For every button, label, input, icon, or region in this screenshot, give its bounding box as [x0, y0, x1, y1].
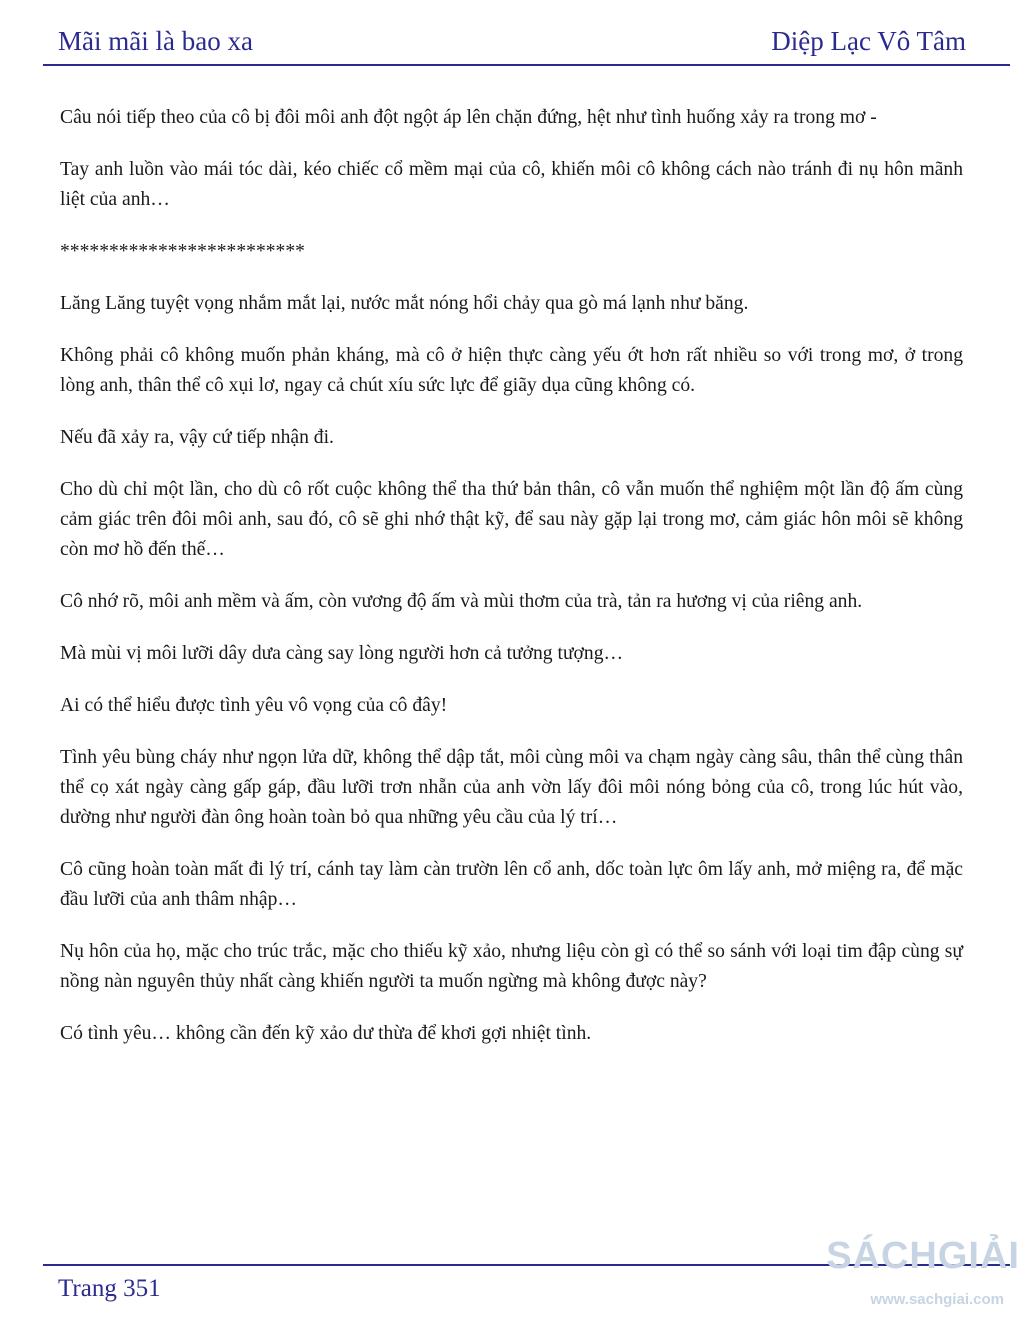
page-number: Trang 351 — [58, 1275, 161, 1302]
page-header — [58, 24, 966, 62]
paragraph: Câu nói tiếp theo của cô bị đôi môi anh đột ngột áp lên chặn đứng, hệt như tình huống xảy ra trong mơ - — [60, 107, 877, 128]
paragraph: Cô nhớ rõ, môi anh mềm và ấm, còn vương độ ấm và mùi thơm của trà, tản ra hương vị của riêng anh. — [60, 591, 863, 612]
watermark-url: www.sachgiai.com — [870, 1291, 1004, 1308]
paragraph: Cho dù chỉ một lần, cho dù cô rốt cuộc không thể tha thứ bản thân, cô vẫn muốn thể nghiệm một lần độ ấm cùng cảm giác trên đôi môi anh, sau đó, cô sẽ ghi nhớ thật kỹ, để sau này gặp lại trong mơ, cảm giác hôn môi sẽ không còn mơ hồ đến thế… — [60, 479, 963, 560]
paragraph: Lăng Lăng tuyệt vọng nhắm mắt lại, nước mắt nóng hổi chảy qua gò má lạnh như băng. — [60, 293, 749, 314]
paragraph: Ai có thể hiểu được tình yêu vô vọng của cô đây! — [60, 695, 448, 716]
header-divider — [43, 64, 1010, 66]
section-separator: ************************* — [60, 241, 305, 262]
paragraph: Tình yêu bùng cháy như ngọn lửa dữ, không thể dập tắt, môi cùng môi va chạm ngày càng sâu, thân thể cùng thân thể cọ xát ngày càng gấp gáp, đầu lưỡi trơn nhẵn của anh vờn lấy đôi môi nóng bỏng của cô, trong lúc hút vào, dường như người đàn ông hoàn toàn bỏ qua những yêu cầu của lý trí… — [60, 747, 963, 828]
book-author: Diệp Lạc Vô Tâm — [771, 26, 966, 56]
watermark — [810, 1235, 1020, 1321]
paragraph: Tay anh luồn vào mái tóc dài, kéo chiếc cổ mềm mại của cô, khiến môi cô không cách nào tránh đi nụ hôn mãnh liệt của anh… — [60, 159, 963, 210]
paragraph: Không phải cô không muốn phản kháng, mà cô ở hiện thực càng yếu ớt hơn rất nhiều so với trong mơ, ở trong lòng anh, thân thể cô xụi lơ, ngay cả chút xíu sức lực để giãy dụa cũng không có. — [60, 345, 963, 396]
page-body — [60, 103, 963, 1071]
paragraph: Mà mùi vị môi lưỡi dây dưa càng say lòng người hơn cả tưởng tượng… — [60, 643, 624, 664]
paragraph: Nếu đã xảy ra, vậy cứ tiếp nhận đi. — [60, 427, 334, 448]
book-title: Mãi mãi là bao xa — [58, 26, 253, 56]
watermark-logo: SÁCHGIẢI — [826, 1235, 1020, 1277]
paragraph: Nụ hôn của họ, mặc cho trúc trắc, mặc cho thiếu kỹ xảo, nhưng liệu còn gì có thể so sánh với loại tim đập cùng sự nồng nàn nguyên thủy nhất càng khiến người ta muốn ngừng mà không được này? — [60, 941, 963, 992]
paragraph: Có tình yêu… không cần đến kỹ xảo dư thừa để khơi gợi nhiệt tình. — [60, 1023, 592, 1044]
paragraph: Cô cũng hoàn toàn mất đi lý trí, cánh tay làm càn trườn lên cổ anh, dốc toàn lực ôm lấy anh, mở miệng ra, để mặc đầu lưỡi của anh thâm nhập… — [60, 859, 963, 910]
